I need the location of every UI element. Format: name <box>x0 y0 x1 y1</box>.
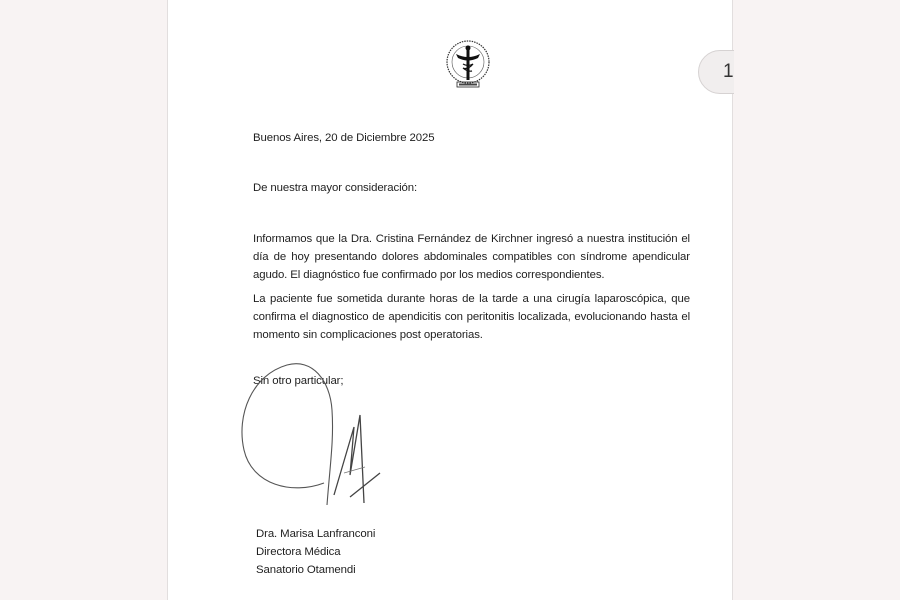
signatory-name: Dra. Marisa Lanfranconi <box>256 528 376 540</box>
sanatorio-otamendi-seal-icon <box>444 36 492 96</box>
body-paragraph-2: La paciente fue sometida durante horas de la tarde a una cirugía laparoscópica, que confirma el diagnostico de apendicitis con peritonitis localizada, evolucionando hasta el momento sin complicaciones post operatorias. <box>253 293 690 341</box>
viewer-background-strip <box>734 48 900 98</box>
closing-line: Sin otro particular; <box>253 375 344 387</box>
page-number: 1 <box>723 61 734 82</box>
signatory-institution: Sanatorio Otamendi <box>256 564 356 576</box>
salutation: De nuestra mayor consideración: <box>253 182 418 194</box>
signatory-title: Directora Médica <box>256 546 341 558</box>
signature-block <box>256 525 375 579</box>
body-paragraph-1: Informamos que la Dra. Cristina Fernández de Kirchner ingresó a nuestra institución el día de hoy presentando dolores abdominales compatibles con síndrome apendicular agudo. El diagnóstico fue confirmado por los medios correspondientes. <box>253 233 690 281</box>
date-line: Buenos Aires, 20 de Diciembre 2025 <box>253 132 435 144</box>
